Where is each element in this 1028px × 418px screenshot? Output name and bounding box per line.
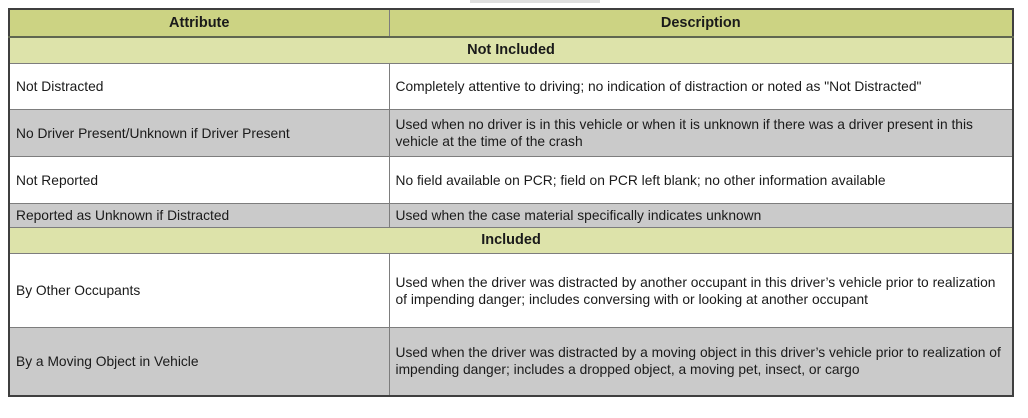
description-cell: Used when no driver is in this vehicle or when it is unknown if there was a driver present in this vehicle at the time of the crash	[389, 110, 1013, 157]
table-row	[9, 157, 1013, 204]
attribute-cell: By a Moving Object in Vehicle	[9, 328, 389, 396]
section-header-not-included	[9, 37, 1013, 64]
attribute-cell: Not Distracted	[9, 64, 389, 110]
column-header-description: Description	[389, 9, 1013, 37]
scan-artifact	[470, 0, 600, 3]
attribute-description-table	[8, 8, 1014, 397]
description-cell: Used when the case material specifically indicates unknown	[389, 204, 1013, 228]
attribute-cell: No Driver Present/Unknown if Driver Present	[9, 110, 389, 157]
section-header-label: Not Included	[9, 37, 1013, 64]
table-row	[9, 110, 1013, 157]
column-header-attribute: Attribute	[9, 9, 389, 37]
description-cell: Used when the driver was distracted by another occupant in this driver’s vehicle prior to realization of impending danger; includes conversing with or looking at another occupant	[389, 254, 1013, 328]
attribute-cell: Not Reported	[9, 157, 389, 204]
section-header-label: Included	[9, 228, 1013, 254]
description-cell: Completely attentive to driving; no indication of distraction or noted as "Not Distracted"	[389, 64, 1013, 110]
table-row	[9, 328, 1013, 396]
attribute-cell: By Other Occupants	[9, 254, 389, 328]
table-row	[9, 204, 1013, 228]
table-row	[9, 254, 1013, 328]
section-header-included	[9, 228, 1013, 254]
attribute-cell: Reported as Unknown if Distracted	[9, 204, 389, 228]
description-cell: No field available on PCR; field on PCR left blank; no other information available	[389, 157, 1013, 204]
table-row	[9, 64, 1013, 110]
table-header-row	[9, 9, 1013, 37]
description-cell: Used when the driver was distracted by a moving object in this driver’s vehicle prior to realization of impending danger; includes a dropped object, a moving pet, insect, or cargo	[389, 328, 1013, 396]
